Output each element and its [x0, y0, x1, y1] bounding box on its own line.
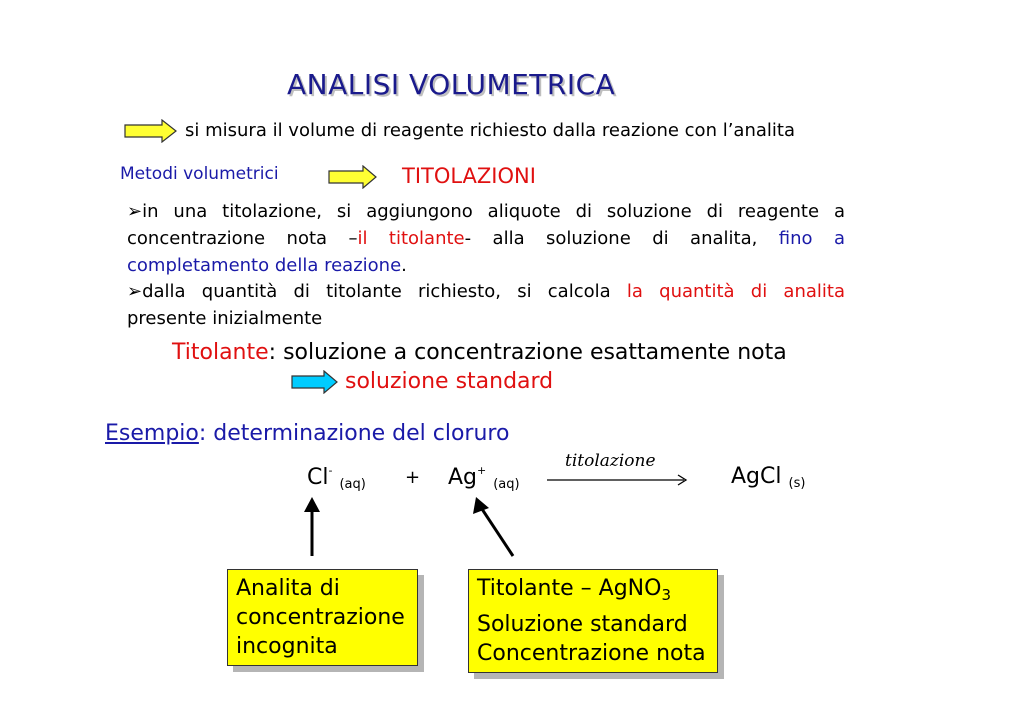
definition-text: si misura il volume di reagente richiesto dalla reazione con l’analita	[185, 120, 795, 141]
methods-label: Metodi volumetrici	[120, 164, 279, 184]
reactant-silver: Ag+ $_{(aq)}$	[448, 464, 520, 492]
bullet1-line2: concentrazione nota –il titolante- alla soluzione di analita, fino a	[127, 228, 845, 249]
titolante-definition: Titolante: soluzione a concentrazione esattamente nota	[172, 340, 787, 365]
bullet2-line2: presente inizialmente	[127, 308, 323, 329]
bullet-marker: ➢	[127, 281, 143, 302]
bullet1-line1: ➢in una titolazione, si aggiungono aliquote di soluzione di reagente a	[127, 201, 845, 222]
reaction-arrow-icon	[546, 473, 692, 487]
right-arrow-icon	[291, 370, 339, 394]
bullet-marker: ➢	[127, 201, 143, 222]
bullet1-line3: completamento della reazione.	[127, 255, 407, 276]
product-agcl: AgCl $_{(s)}$	[731, 464, 806, 491]
analyte-box: Analita di concentrazione incognita	[227, 569, 418, 666]
right-arrow-icon	[124, 119, 178, 143]
plus-sign: +	[405, 467, 421, 488]
titrant-formula: Titolante – AgNO$_3$	[477, 576, 671, 604]
reactant-chloride: Cl- $_{(aq)}$	[307, 464, 366, 492]
standard-solution: soluzione standard	[345, 369, 554, 394]
bullet2-line1: ➢dalla quantità di titolante richiesto, si calcola la quantità di analita	[127, 281, 845, 302]
arrow-label: titolazione	[565, 451, 656, 471]
page-title: ANALISI VOLUMETRICA	[287, 68, 616, 101]
diagonal-arrow-icon	[470, 496, 518, 558]
titrant-box: Titolante – AgNO$_3$ Soluzione standard Concentrazione nota	[468, 569, 718, 673]
methods-result: TITOLAZIONI	[402, 164, 536, 188]
right-arrow-icon	[328, 165, 378, 189]
up-arrow-icon	[302, 496, 322, 558]
example-heading: Esempio: determinazione del cloruro	[105, 421, 510, 446]
